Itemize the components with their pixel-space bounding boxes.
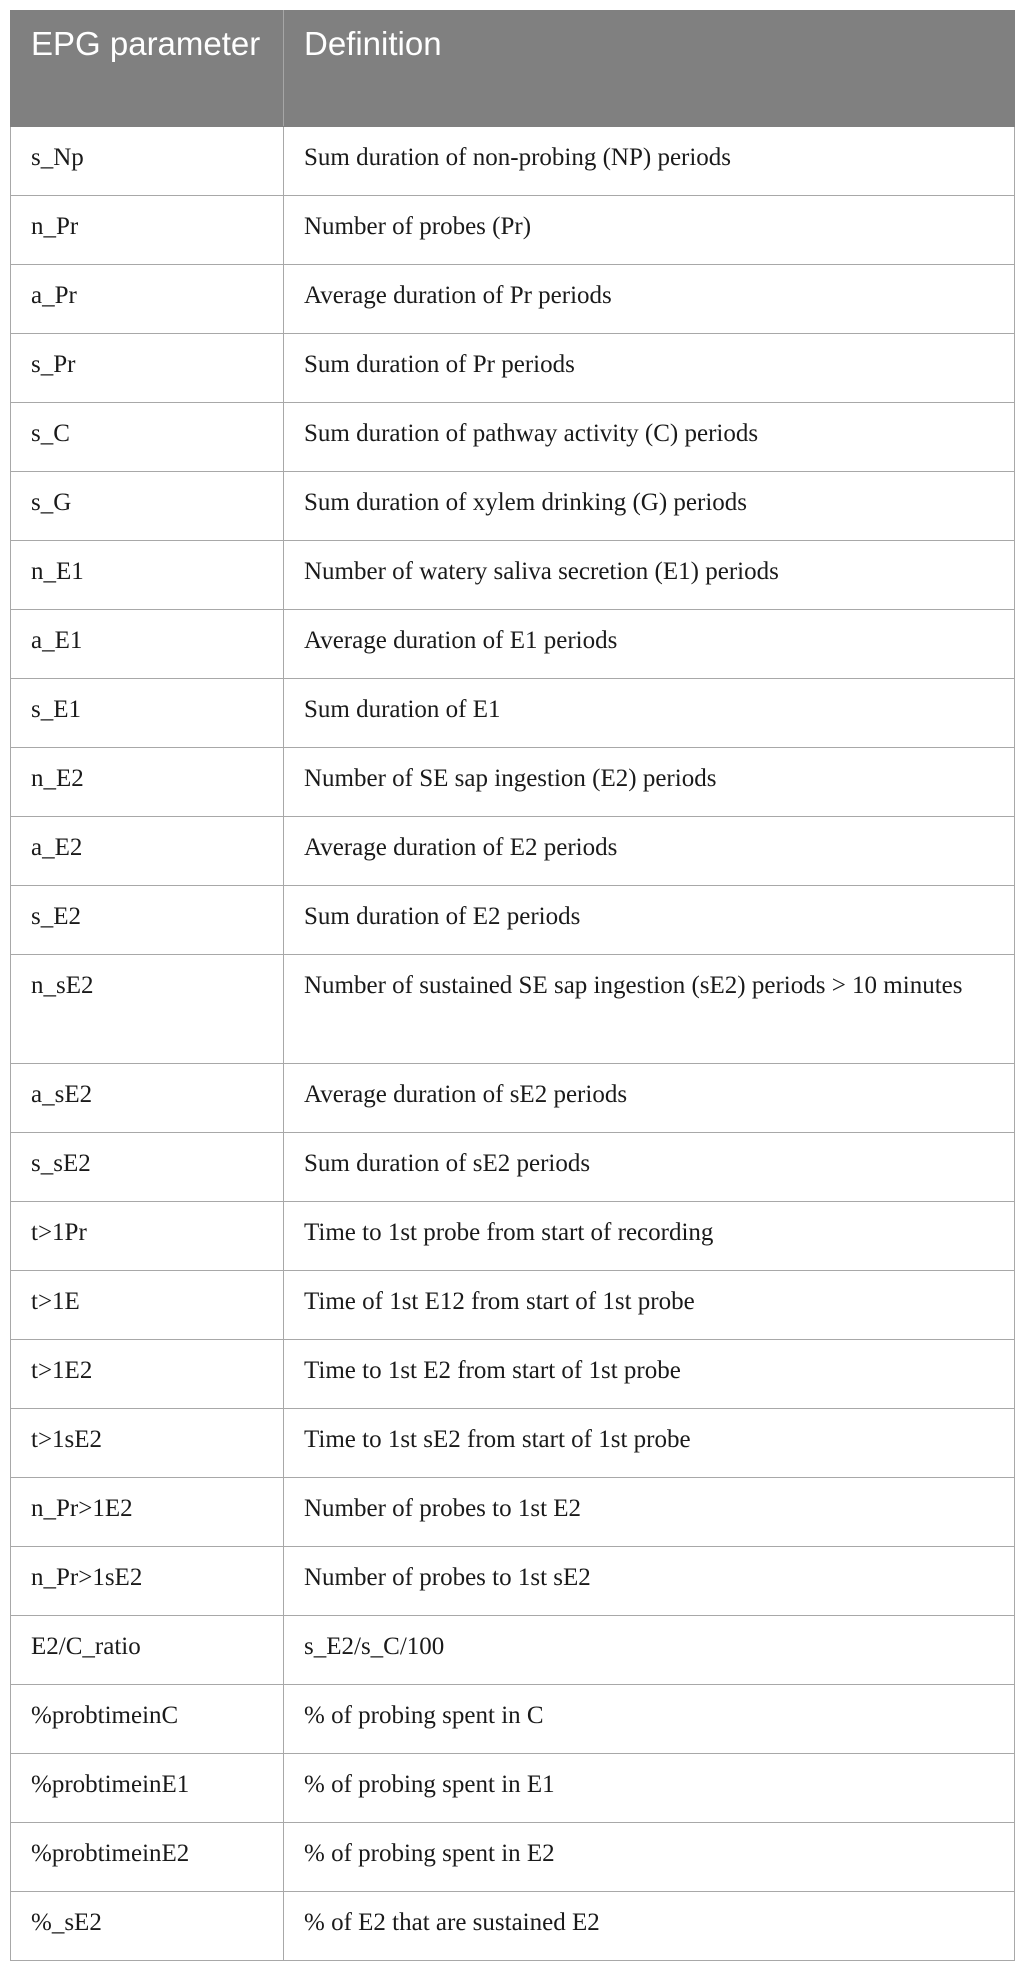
parameter-cell: n_E1 [11,541,284,610]
parameter-cell: t>1Pr [11,1202,284,1271]
table-body [11,127,1015,1961]
header-definition: Definition [284,11,1015,127]
definition-cell: Number of sustained SE sap ingestion (sE2) periods > 10 minutes [284,955,1015,1064]
parameter-cell: %_sE2 [11,1892,284,1961]
parameter-cell: n_E2 [11,748,284,817]
definition-cell: Average duration of Pr periods [284,265,1015,334]
parameter-cell: a_E1 [11,610,284,679]
definition-cell: Sum duration of pathway activity (C) periods [284,403,1015,472]
parameter-cell: %probtimeinE2 [11,1823,284,1892]
definition-cell: Average duration of E2 periods [284,817,1015,886]
definition-cell: Average duration of sE2 periods [284,1064,1015,1133]
parameter-cell: a_E2 [11,817,284,886]
definition-cell: Number of probes (Pr) [284,196,1015,265]
parameter-cell: s_E2 [11,886,284,955]
definition-cell: Time of 1st E12 from start of 1st probe [284,1271,1015,1340]
definition-cell: Time to 1st sE2 from start of 1st probe [284,1409,1015,1478]
definition-cell: % of probing spent in C [284,1685,1015,1754]
definition-cell: Time to 1st E2 from start of 1st probe [284,1340,1015,1409]
definition-cell: Sum duration of non-probing (NP) periods [284,127,1015,196]
table-header [11,11,1015,127]
header-row [11,11,1015,127]
table-row [11,817,1015,886]
definition-cell: % of probing spent in E1 [284,1754,1015,1823]
table-row [11,679,1015,748]
parameter-cell: s_sE2 [11,1133,284,1202]
table-row [11,196,1015,265]
definition-cell: Number of SE sap ingestion (E2) periods [284,748,1015,817]
definition-cell: Sum duration of E2 periods [284,886,1015,955]
parameter-cell: n_sE2 [11,955,284,1064]
parameter-cell: s_C [11,403,284,472]
definition-cell: Number of probes to 1st E2 [284,1478,1015,1547]
definition-cell: Sum duration of sE2 periods [284,1133,1015,1202]
table-row [11,403,1015,472]
definition-cell: Average duration of E1 periods [284,610,1015,679]
parameter-cell: E2/C_ratio [11,1616,284,1685]
definition-cell: % of probing spent in E2 [284,1823,1015,1892]
parameter-cell: n_Pr>1E2 [11,1478,284,1547]
table-row [11,265,1015,334]
definition-cell: Time to 1st probe from start of recording [284,1202,1015,1271]
table-row [11,1478,1015,1547]
header-epg-parameter: EPG parameter [11,11,284,127]
table-row [11,1133,1015,1202]
table-row [11,1547,1015,1616]
table-row [11,1754,1015,1823]
definition-cell: Number of probes to 1st sE2 [284,1547,1015,1616]
definition-cell: Sum duration of xylem drinking (G) periods [284,472,1015,541]
definition-cell: Sum duration of Pr periods [284,334,1015,403]
table-row [11,541,1015,610]
parameter-cell: t>1E [11,1271,284,1340]
definition-cell: % of E2 that are sustained E2 [284,1892,1015,1961]
table-row [11,1892,1015,1961]
table-row [11,1340,1015,1409]
parameter-cell: t>1E2 [11,1340,284,1409]
epg-parameter-table [10,10,1014,1961]
table-row [11,1685,1015,1754]
parameter-cell: %probtimeinC [11,1685,284,1754]
parameter-cell: n_Pr [11,196,284,265]
table-row [11,1064,1015,1133]
parameter-cell: a_Pr [11,265,284,334]
parameter-cell: s_G [11,472,284,541]
table-row [11,610,1015,679]
table-row [11,1271,1015,1340]
parameter-cell: %probtimeinE1 [11,1754,284,1823]
parameter-cell: t>1sE2 [11,1409,284,1478]
parameter-cell: s_E1 [11,679,284,748]
parameter-cell: s_Pr [11,334,284,403]
table-row [11,1823,1015,1892]
table-row [11,1202,1015,1271]
definition-cell: Sum duration of E1 [284,679,1015,748]
table-row [11,1409,1015,1478]
table-row [11,955,1015,1064]
table-row [11,1616,1015,1685]
table-row [11,886,1015,955]
table-row [11,748,1015,817]
table-row [11,334,1015,403]
definitions-table [10,10,1015,1961]
definition-cell: Number of watery saliva secretion (E1) periods [284,541,1015,610]
definition-cell: s_E2/s_C/100 [284,1616,1015,1685]
table-row [11,472,1015,541]
table-row [11,127,1015,196]
parameter-cell: a_sE2 [11,1064,284,1133]
parameter-cell: n_Pr>1sE2 [11,1547,284,1616]
parameter-cell: s_Np [11,127,284,196]
